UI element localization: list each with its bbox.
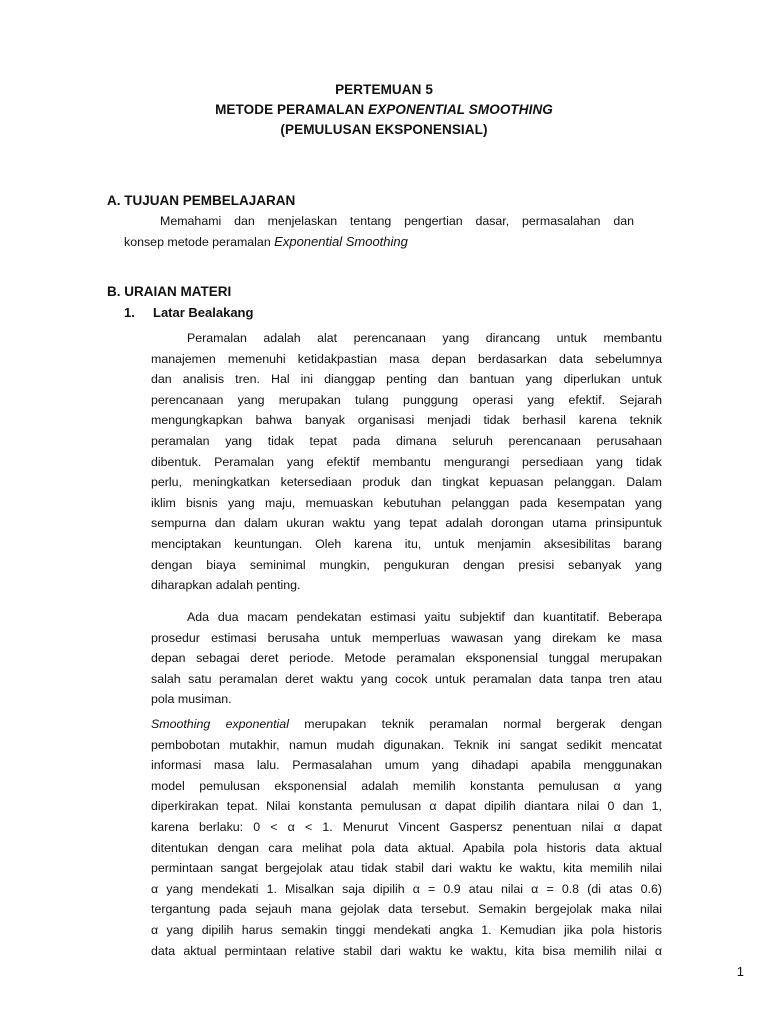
paragraph-1-line-2: manajemen memenuhi ketidakpastian masa depan berdasarkan data sebelumnya bbox=[151, 351, 662, 366]
paragraph-3-line-11: data aktual permintaan relative stabil dari waktu ke waktu, kita bisa memilih nilai α bbox=[151, 943, 662, 958]
page-number: 1 bbox=[736, 964, 744, 979]
paragraph-2-line-1: Ada dua macam pendekatan estimasi yaitu subjektif dan kuantitatif. Beberapa bbox=[187, 610, 662, 624]
paragraph-1-line-5: mengungkapkan bahwa banyak organisasi menjadi tidak berhasil karena teknik bbox=[151, 413, 662, 428]
paragraph-2-line-5: pola musiman. bbox=[151, 692, 232, 707]
paragraph-1-line-8: perlu, meningkatkan ketersediaan produk dan tingkat kepuasan pelanggan. Dalam bbox=[151, 475, 662, 490]
subsection-number: 1. bbox=[124, 305, 135, 320]
paragraph-3-first-rest: merupakan teknik peramalan normal bergerak dengan bbox=[288, 717, 662, 731]
title-line-2-prefix: METODE PERAMALAN bbox=[215, 102, 369, 117]
paragraph-1-line-12: dengan biaya seminimal mungkin, pengukuran dengan presisi sebanyak yang bbox=[151, 557, 662, 572]
paragraph-3-line-9: tergantung pada sejauh mana gejolak data tersebut. Semakin bergejolak maka nilai bbox=[151, 902, 662, 917]
section-a-heading: A. TUJUAN PEMBELAJARAN bbox=[107, 193, 296, 208]
paragraph-3-line-10: α yang dipilih harus semakin tinggi mendekati angka 1. Kemudian jika pola historis bbox=[151, 922, 662, 937]
paragraph-3-line-7: permintaan sangat bergejolak atau tidak stabil dari waktu ke waktu, kita memilih nilai bbox=[151, 861, 662, 876]
title-line-1: PERTEMUAN 5 bbox=[335, 82, 433, 97]
section-b-heading: B. URAIAN MATERI bbox=[107, 284, 232, 299]
paragraph-3-line-3: model pemulusan eksponensial adalah memilih konstanta pemulusan α yang bbox=[151, 778, 662, 793]
paragraph-3-line-1: pembobotan mutakhir, namun mudah digunakan. Teknik ini sangat sedikit mencatat bbox=[151, 737, 662, 752]
paragraph-1-line-9: iklim bisnis yang maju, memuaskan kebutuhan pelanggan pada kesempatan yang bbox=[151, 495, 662, 510]
paragraph-1-line-3: dan analisis tren. Hal ini dianggap penting dan bantuan yang diperlukan untuk bbox=[151, 372, 662, 387]
title-line-2-italic: EXPONENTIAL SMOOTHING bbox=[368, 102, 553, 117]
paragraph-1 bbox=[151, 328, 662, 596]
paragraph-3 bbox=[151, 714, 662, 961]
paragraph-3-line-5: karena berlaku: 0 < α < 1. Menurut Vincent Gaspersz penentuan nilai α dapat bbox=[151, 819, 662, 834]
subsection-title: Latar Bealakang bbox=[153, 305, 254, 320]
section-a-line-2 bbox=[124, 232, 634, 253]
paragraph-1-line-6: peramalan yang tidak tepat pada dimana seluruh perencanaan perusahaan bbox=[151, 433, 662, 448]
paragraph-1-line-11: menciptakan keuntungan. Oleh karena itu, untuk menjamin aksesibilitas barang bbox=[151, 536, 662, 551]
paragraph-3-italic-term: Smoothing exponential bbox=[151, 717, 289, 731]
section-a-line-2-prefix: konsep metode peramalan bbox=[124, 234, 275, 249]
subsection-heading bbox=[124, 305, 253, 320]
paragraph-3-line-6: ditentukan dengan cara melihat pola data aktual. Apabila pola historis data aktual bbox=[151, 840, 662, 855]
paragraph-1-line-10: sempurna dan dalam ukuran waktu yang tepat adalah dorongan utama prinsipuntuk bbox=[151, 516, 662, 531]
title-line-2 bbox=[0, 100, 768, 120]
paragraph-1-line-7: dibentuk. Peramalan yang efektif membantu mengurangi persediaan yang tidak bbox=[151, 454, 662, 469]
paragraph-3-line-2: informasi masa lalu. Permasalahan umum yang dihadapi apabila menggunakan bbox=[151, 758, 662, 773]
paragraph-2-line-2: prosedur estimasi berusaha untuk memperluas wawasan yang direkam ke masa bbox=[151, 630, 662, 645]
paragraph-3-line-4: diperkirakan tepat. Nilai konstanta pemulusan α dapat dipilih diantara nilai 0 dan 1, bbox=[151, 799, 662, 814]
paragraph-2-line-4: salah satu peramalan deret waktu yang cocok untuk peramalan data tanpa tren atau bbox=[151, 671, 662, 686]
section-a-line-2-italic: Exponential Smoothing bbox=[274, 233, 408, 249]
paragraph-2-line-3: depan sebagai deret periode. Metode peramalan eksponensial tunggal merupakan bbox=[151, 651, 662, 666]
paragraph-1-line-1: Peramalan adalah alat perencanaan yang dirancang untuk membantu bbox=[187, 331, 662, 345]
paragraph-3-line-8: α yang mendekati 1. Misalkan saja dipilih α = 0.9 atau nilai α = 0.8 (di atas 0.6) bbox=[151, 881, 662, 896]
title-line-3: (PEMULUSAN EKSPONENSIAL) bbox=[280, 122, 488, 137]
document-title bbox=[0, 80, 768, 140]
section-a-line-1: Memahami dan menjelaskan tentang pengertian dasar, permasalahan dan bbox=[160, 214, 634, 228]
paragraph-3-line-0 bbox=[151, 714, 662, 735]
section-a-text bbox=[124, 211, 634, 252]
paragraph-1-line-4: perencanaan yang merupakan tulang punggung operasi yang efektif. Sejarah bbox=[151, 392, 662, 407]
paragraph-1-line-13: diharapkan adalah penting. bbox=[151, 578, 301, 593]
paragraph-2 bbox=[151, 607, 662, 710]
